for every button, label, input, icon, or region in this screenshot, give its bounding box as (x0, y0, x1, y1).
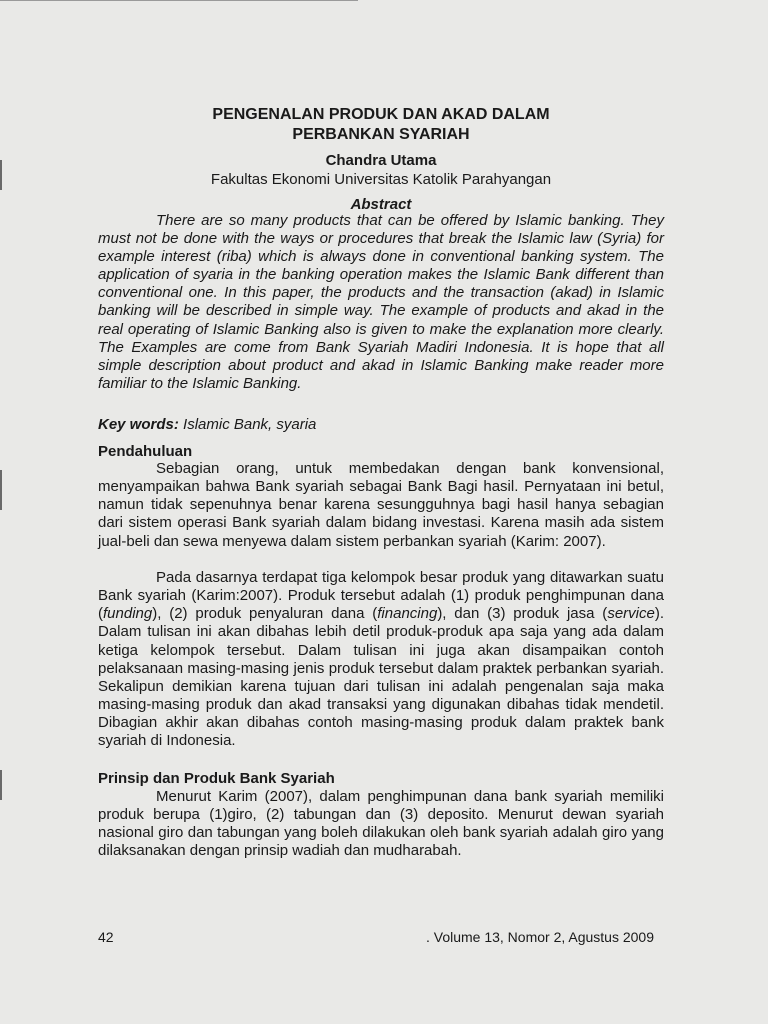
text-run: ). Dalam tulisan ini akan dibahas lebih detil produk-produk apa saja yang ada dalam ketiga kelompok tersebut. Dalam tulisan ini juga akan disampaikan contoh pelaksanaan masing-masing jenis produk tersebut dalam praktek perbankan syariah. Sekalipun demikian karena tujuan dari tulisan ini adalah pengenalan saja maka masing-masing produk dan akad transaksi yang digunakan dibahas tidak mendetil. Dibagian akhir akan dibahas contoh masing-masing produk dalam praktek bank syariah di Indonesia. (98, 605, 664, 750)
text-run: Pada dasarnya terdapat tiga kelompok besar produk yang ditawarkan suatu Bank syariah (Karim:2007). Produk tersebut adalah (1) produk penghimpunan dana ( (98, 569, 664, 623)
text-run: ), (2) produk penyaluran dana ( (152, 605, 378, 623)
title-line-2: PERBANKAN SYARIAH (292, 126, 470, 143)
italic-term: funding (103, 605, 153, 623)
paragraph (98, 569, 664, 751)
section-heading-prinsip: Prinsip dan Produk Bank Syariah (98, 770, 335, 787)
section-heading-pendahuluan: Pendahuluan (98, 443, 193, 460)
title-line-1: PENGENALAN PRODUK DAN AKAD DALAM (212, 106, 550, 123)
abstract-text: There are so many products that can be offered by Islamic banking. They must not be done with the ways or procedures that break the Islamic law (Syria) for example interest (riba) which is always done in conventional banking system. The application of syaria in the banking operation makes the Islamic Bank different than conventional one. In this paper, the products and the transaction (akad) in Islamic banking will be described in simple way. The example of products and akad in the real operating of Islamic Banking also is given to make the explanation more clearly. The Examples are come from Bank Syariah Madiri Indonesia. It is hope that all simple description about product and akad in Islamic Banking make reader more familiar to the Islamic Banking. (98, 212, 664, 392)
paper-title (98, 105, 664, 145)
paper-page (98, 0, 664, 1024)
keywords (98, 416, 664, 434)
scan-edge-mark (0, 160, 2, 190)
keywords-value: Islamic Bank, syaria (178, 416, 317, 433)
journal-volume: . Volume 13, Nomor 2, Agustus 2009 (425, 929, 654, 945)
keywords-label: Key words: (98, 416, 179, 433)
text-run: ), dan (3) produk jasa ( (437, 605, 608, 623)
paragraph: Menurut Karim (2007), dalam penghimpunan dana bank syariah memiliki produk berupa (1)giro, (2) tabungan dan (3) deposito. Menurut dewan syariah nasional giro dan tabungan yang boleh dilakukan oleh bank syariah adalah giro yang dilaksanakan dengan prinsip wadiah dan mudharabah. (98, 788, 664, 860)
page-number: 42 (98, 929, 114, 945)
author-name: Chandra Utama (325, 152, 437, 169)
abstract-heading: Abstract (350, 196, 412, 213)
italic-term: financing (377, 605, 438, 623)
italic-term: service (607, 605, 655, 623)
scan-edge-mark (0, 470, 2, 510)
scan-edge-mark (0, 770, 2, 800)
paragraph: Sebagian orang, untuk membedakan dengan bank konvensional, menyampaikan bahwa Bank syariah sebagai Bank Bagi hasil. Pernyataan ini betul, namun tidak sepenuhnya benar karena sesungguhnya bagi hasil hanya sebagian dari sistem operasi Bank syariah dalam bidang investasi. Karena masih ada sistem jual-beli dan sewa menyewa dalam sistem perbankan syariah (Karim: 2007). (98, 460, 664, 550)
author-affiliation: Fakultas Ekonomi Universitas Katolik Parahyangan (210, 171, 552, 188)
